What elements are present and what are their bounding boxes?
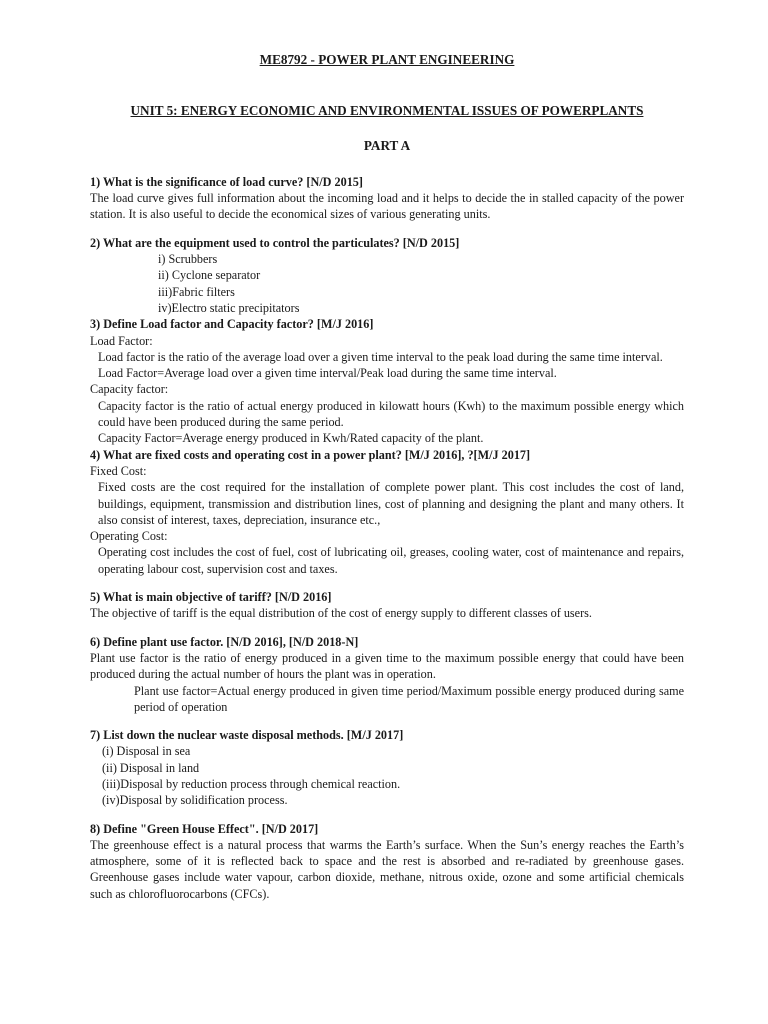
question-2 — [90, 235, 684, 316]
question-6 — [90, 634, 684, 715]
load-factor-definition: Load factor is the ratio of the average load over a given time interval to the peak load during the same time interval. — [98, 349, 663, 364]
question-3-text: 3) Define Load factor and Capacity factor? [M/J 2016] — [90, 317, 374, 332]
load-factor-label: Load Factor: — [90, 333, 153, 348]
list-item: ii) Cyclone separator — [158, 268, 261, 283]
unit-title: UNIT 5: ENERGY ECONOMIC AND ENVIRONMENTAL ISSUES OF POWERPLANTS — [130, 103, 644, 119]
question-8-answer: The greenhouse effect is a natural process that warms the Earth’s surface. When the Sun’s energy reaches the Earth’s atmosphere, some of it is reflected back to space and the rest is absorbed and re-radiated by greenhouse gases. Greenhouse gases include water vapour, carbon dioxide, methane, nitrous oxide, ozone and some artificial chemicals such as chlorofluorocarbons (CFCs). — [90, 837, 684, 901]
list-item: (ii) Disposal in land — [102, 760, 200, 775]
fixed-cost-definition: Fixed costs are the cost required for the installation of complete power plant. This cost includes the cost of land, buildings, equipment, transmission and distribution lines, cost of planning and designing the plant and many others. It also consist of interest, taxes, depreciation, insurance etc., — [98, 480, 684, 527]
operating-cost-label: Operating Cost: — [90, 529, 168, 544]
question-5-text: 5) What is main objective of tariff? [N/D 2016] — [90, 590, 332, 605]
list-item: (i) Disposal in sea — [102, 744, 191, 759]
capacity-factor-definition: Capacity factor is the ratio of actual energy produced in kilowatt hours (Kwh) to the maximum possible energy which could have been produced during the same period. — [98, 398, 684, 430]
list-item: i) Scrubbers — [158, 252, 218, 267]
plant-use-factor-formula: Plant use factor=Actual energy produced in given time period/Maximum possible energy produced during same period of operation — [134, 683, 684, 714]
question-4-text: 4) What are fixed costs and operating cost in a power plant? [M/J 2016], ?[M/J 2017] — [90, 447, 531, 462]
capacity-factor-formula: Capacity Factor=Average energy produced in Kwh/Rated capacity of the plant. — [98, 431, 484, 446]
course-title: ME8792 - POWER PLANT ENGINEERING — [259, 52, 515, 67]
list-item: (iv)Disposal by solidification process. — [102, 793, 288, 808]
question-8 — [90, 821, 684, 902]
particulate-equipment-list — [90, 251, 684, 316]
question-4 — [90, 447, 684, 577]
question-1 — [90, 174, 684, 223]
capacity-factor-label: Capacity factor: — [90, 382, 169, 397]
nuclear-waste-disposal-list — [90, 743, 684, 808]
question-7 — [90, 727, 684, 808]
question-5 — [90, 589, 684, 622]
question-6-text: 6) Define plant use factor. [N/D 2016], [N/D 2018-N] — [90, 634, 359, 649]
question-6-answer: Plant use factor is the ratio of energy produced in a given time to the maximum possible energy that could have been produced during the actual number of hours the plant was in operation. — [90, 650, 684, 682]
question-1-answer: The load curve gives full information about the incoming load and it helps to decide the in stalled capacity of the power station. It is also useful to decide the economical sizes of various generating units. — [90, 191, 684, 222]
question-8-text: 8) Define "Green House Effect". [N/D 2017] — [90, 821, 319, 836]
question-1-text: 1) What is the significance of load curve? [N/D 2015] — [90, 174, 363, 189]
question-5-answer: The objective of tariff is the equal distribution of the cost of energy supply to different classes of users. — [90, 606, 592, 621]
question-2-text: 2) What are the equipment used to control the particulates? [N/D 2015] — [90, 235, 460, 250]
part-title: PART A — [363, 137, 411, 153]
list-item: iv)Electro static precipitators — [158, 300, 300, 315]
question-3 — [90, 316, 684, 446]
list-item: (iii)Disposal by reduction process through chemical reaction. — [102, 776, 401, 791]
fixed-cost-label: Fixed Cost: — [90, 463, 147, 478]
load-factor-formula: Load Factor=Average load over a given time interval/Peak load during the same time interval. — [98, 366, 557, 381]
operating-cost-definition: Operating cost includes the cost of fuel, cost of lubricating oil, greases, cooling water, cost of maintenance and repairs, operating labour cost, supervision cost and taxes. — [98, 545, 684, 576]
list-item: iii)Fabric filters — [158, 284, 235, 299]
question-7-text: 7) List down the nuclear waste disposal methods. [M/J 2017] — [90, 728, 404, 743]
